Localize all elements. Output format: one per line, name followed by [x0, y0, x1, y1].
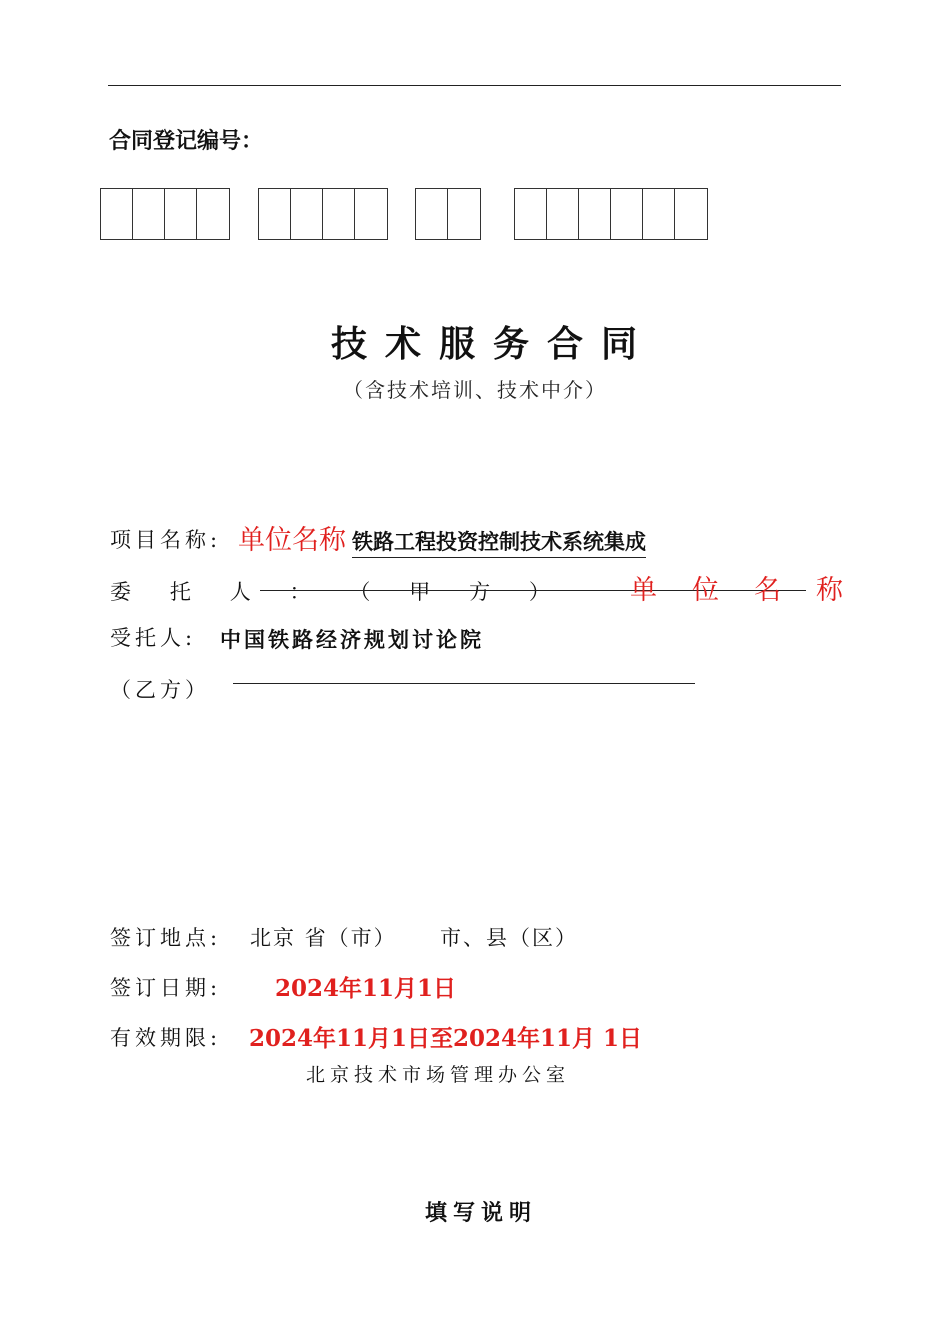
client-label-char: 方: [469, 580, 491, 604]
issuing-office: 北京技术市场管理办公室: [305, 1064, 570, 1086]
document-subtitle: （含技术培训、技术中介）: [343, 378, 607, 402]
signing-place-value: 北京 省（市） 市、县（区）: [250, 926, 579, 950]
project-name-label: 项目名称:: [110, 528, 222, 552]
client-label-char: 托: [169, 580, 191, 604]
validity-label: 有效期限:: [110, 1026, 222, 1050]
validity-value: 2024年11月1日至2024年11月 1日: [249, 1025, 643, 1052]
signing-date-value: 2024年11月1日: [275, 975, 457, 1002]
trustee-name: 中国铁路经济规划讨论院: [220, 627, 484, 652]
party-b-line: [233, 683, 695, 684]
registration-box[interactable]: [547, 189, 579, 239]
client-unit-char: 单: [630, 575, 657, 606]
signing-date-label: 签订日期:: [110, 976, 222, 1000]
client-label-char: （: [349, 580, 371, 604]
project-name-value: 铁路工程投资控制技术系统集成: [352, 526, 646, 558]
client-label-char: 委: [110, 580, 131, 604]
client-unit-char: 称: [816, 575, 843, 606]
trustee-label: 受托人:: [110, 626, 197, 650]
registration-box-group-4: [514, 188, 708, 240]
registration-box[interactable]: [515, 189, 547, 239]
client-unit-char: 名: [754, 575, 781, 606]
client-row: [110, 568, 843, 608]
client-unit-char: 位: [692, 575, 719, 606]
registration-box[interactable]: [416, 189, 448, 239]
signing-place-label: 签订地点:: [110, 926, 222, 950]
client-unit-placeholder: [630, 568, 843, 607]
registration-box[interactable]: [675, 189, 707, 239]
registration-box[interactable]: [323, 189, 355, 239]
registration-box[interactable]: [259, 189, 291, 239]
client-label: [110, 576, 550, 606]
registration-box-group-2: [258, 188, 388, 240]
fill-instructions-title: 填写说明: [424, 1201, 537, 1226]
registration-box[interactable]: [611, 189, 643, 239]
party-b-label: （乙方）: [110, 678, 210, 702]
registration-box[interactable]: [643, 189, 675, 239]
registration-box[interactable]: [165, 189, 197, 239]
registration-box[interactable]: [291, 189, 323, 239]
document-title: 技术服务合同: [330, 323, 655, 365]
client-label-char: ）: [528, 580, 550, 604]
registration-box-group-3: [415, 188, 481, 240]
registration-box[interactable]: [579, 189, 611, 239]
registration-box[interactable]: [448, 189, 480, 239]
registration-box[interactable]: [197, 189, 229, 239]
registration-number-label: 合同登记编号：: [109, 129, 264, 154]
registration-box[interactable]: [133, 189, 165, 239]
project-unit-placeholder: 单位名称: [238, 525, 346, 556]
registration-box-group-1: [100, 188, 230, 240]
top-rule: [108, 85, 841, 86]
registration-box[interactable]: [101, 189, 133, 239]
client-label-char: 人: [229, 580, 251, 604]
registration-box[interactable]: [355, 189, 387, 239]
client-label-char: ：: [289, 580, 311, 604]
client-label-char: 甲: [409, 580, 431, 604]
